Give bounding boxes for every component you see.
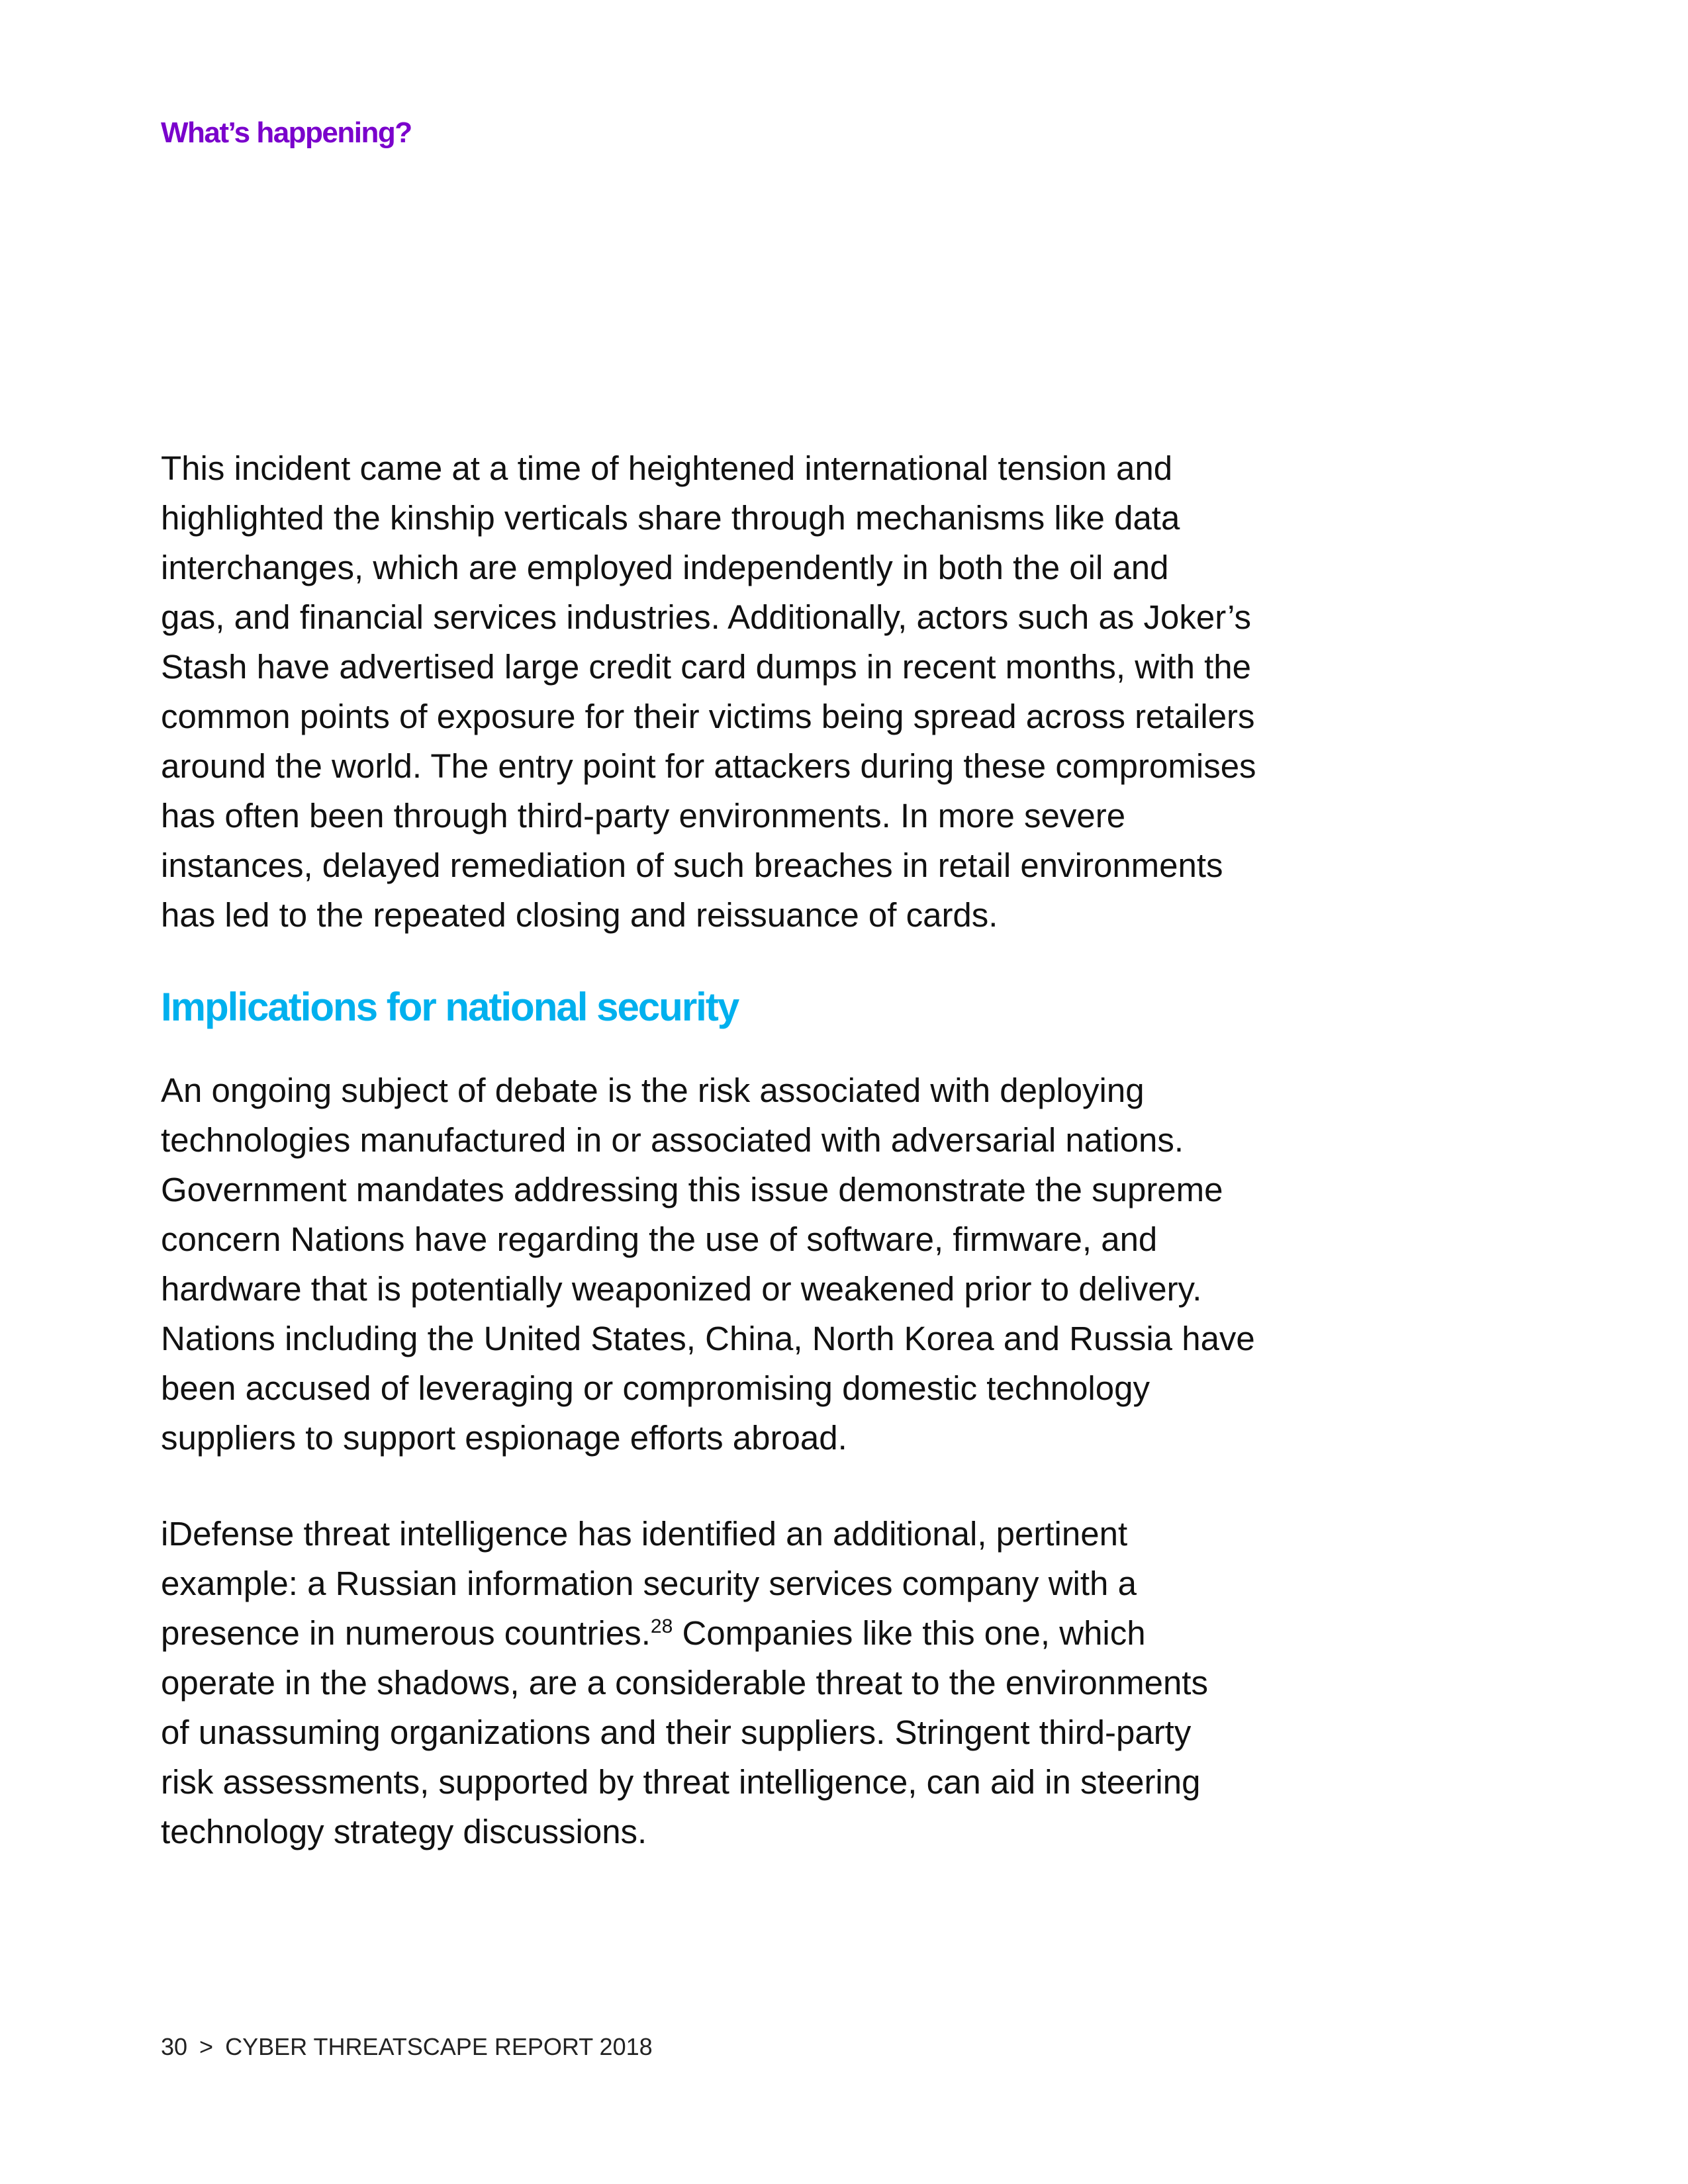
paragraph-line: risk assessments, supported by threat intelligence, can aid in steering [161,1763,1201,1801]
paragraph-line: technology strategy discussions. [161,1813,647,1850]
page-number: 30 [161,2033,188,2060]
paragraph-incident [161,443,1419,940]
paragraph-line-with-footnote [161,1608,1419,1658]
paragraph-idefense [161,1509,1419,1856]
report-title: CYBER THREATSCAPE REPORT 2018 [225,2033,653,2060]
paragraph-text: Companies like this one, which [673,1614,1146,1652]
paragraph-line: Nations including the United States, China, North Korea and Russia have [161,1320,1255,1357]
paragraph-line: around the world. The entry point for attackers during these compromises [161,747,1256,785]
paragraph-line: common points of exposure for their victims being spread across retailers [161,698,1255,735]
paragraph-line: iDefense threat intelligence has identified an additional, pertinent [161,1515,1128,1553]
paragraph-text: presence in numerous countries. [161,1614,651,1652]
paragraph-line: This incident came at a time of heightened international tension and [161,449,1173,487]
section-heading: Implications for national security [161,985,739,1029]
paragraph-line: has led to the repeated closing and reissuance of cards. [161,896,998,934]
paragraph-line: been accused of leveraging or compromising domestic technology [161,1369,1150,1407]
paragraph-line: concern Nations have regarding the use of software, firmware, and [161,1220,1158,1258]
paragraph-line: hardware that is potentially weaponized or weakened prior to delivery. [161,1270,1202,1308]
footnote-reference: 28 [650,1615,673,1637]
section-label: What’s happening? [161,116,412,149]
paragraph-line: technologies manufactured in or associated with adversarial nations. [161,1121,1184,1159]
page-footer [161,2033,653,2061]
paragraph-line: of unassuming organizations and their suppliers. Stringent third-party [161,1713,1192,1751]
paragraph-line: interchanges, which are employed independently in both the oil and [161,549,1169,586]
paragraph-line: instances, delayed remediation of such breaches in retail environments [161,846,1223,884]
paragraph-line: has often been through third-party environments. In more severe [161,797,1126,835]
paragraph-line: highlighted the kinship verticals share through mechanisms like data [161,499,1180,537]
paragraph-line: gas, and financial services industries. Additionally, actors such as Joker’s [161,598,1251,636]
footer-separator: > [199,2033,214,2060]
paragraph-national-security [161,1066,1419,1463]
paragraph-line: example: a Russian information security services company with a [161,1565,1137,1602]
paragraph-line: Government mandates addressing this issue demonstrate the supreme [161,1171,1223,1208]
paragraph-line: An ongoing subject of debate is the risk associated with deploying [161,1071,1145,1109]
paragraph-line: suppliers to support espionage efforts abroad. [161,1419,847,1457]
paragraph-line: operate in the shadows, are a considerable threat to the environments [161,1664,1208,1702]
paragraph-line: Stash have advertised large credit card dumps in recent months, with the [161,648,1252,686]
